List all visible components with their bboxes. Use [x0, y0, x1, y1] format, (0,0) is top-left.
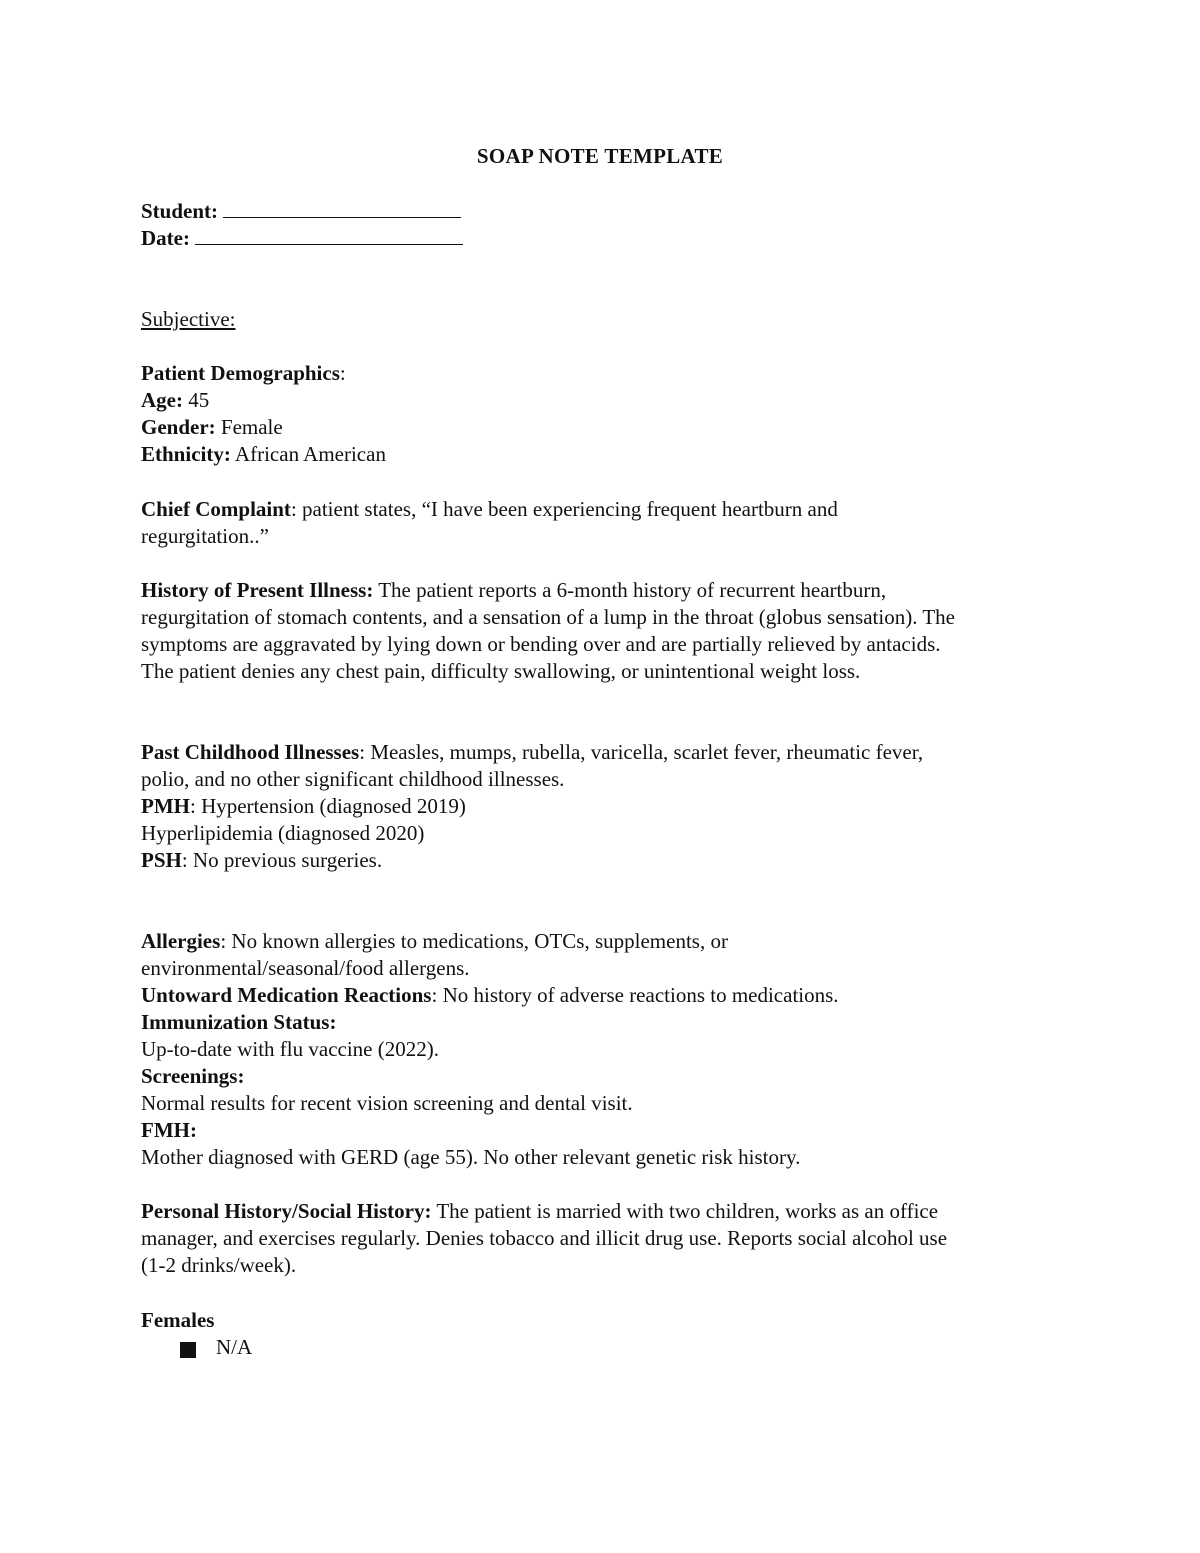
student-blank: [223, 197, 461, 218]
hpi-text-1: The patient reports a 6-month history of recurrent heartburn,: [373, 578, 887, 602]
date-line: [141, 224, 463, 252]
screenings-value: Normal results for recent vision screening and dental visit.: [141, 1091, 633, 1115]
immunization-value: Up-to-date with flu vaccine (2022).: [141, 1037, 439, 1061]
untoward-line: [141, 982, 839, 1009]
subjective-heading: Subjective:: [141, 307, 236, 331]
chief-complaint-text-1: : patient states, “I have been experiencing frequent heartburn and: [290, 497, 838, 521]
gender-line: [141, 414, 283, 441]
demographics-heading-line: [141, 360, 346, 387]
social-line-2: manager, and exercises regularly. Denies tobacco and illicit drug use. Reports social alcohol use: [141, 1226, 948, 1250]
chief-complaint-line-1: [141, 496, 838, 523]
hpi-line-3: symptoms are aggravated by lying down or bending over and are partially relieved by antacids.: [141, 632, 941, 656]
ethnicity-label: Ethnicity:: [141, 442, 231, 466]
date-label: Date:: [141, 226, 190, 250]
hpi-label: History of Present Illness:: [141, 578, 374, 602]
allergies-line-2: environmental/seasonal/food allergens.: [141, 956, 470, 980]
ethnicity-line: [141, 441, 386, 468]
pmh-line-2: Hyperlipidemia (diagnosed 2020): [141, 821, 425, 845]
immunization-heading: [141, 1009, 336, 1036]
untoward-label: Untoward Medication Reactions: [141, 983, 432, 1007]
screenings-heading: [141, 1063, 244, 1090]
pmh-line-1: [141, 793, 466, 820]
childhood-label: Past Childhood Illnesses: [141, 740, 360, 764]
social-label: Personal History/Social History:: [141, 1199, 432, 1223]
chief-complaint-line-2: regurgitation..”: [141, 524, 269, 548]
psh-line: [141, 847, 382, 874]
females-heading: [141, 1307, 214, 1334]
allergies-label: Allergies: [141, 929, 221, 953]
demographics-heading: Patient Demographics: [141, 361, 340, 385]
psh-label: PSH: [141, 848, 182, 872]
psh-value: : No previous surgeries.: [181, 848, 383, 872]
untoward-value: : No history of adverse reactions to medications.: [431, 983, 839, 1007]
childhood-line-2: polio, and no other significant childhood illnesses.: [141, 767, 565, 791]
gender-label: Gender:: [141, 415, 216, 439]
ethnicity-value: African American: [230, 442, 386, 466]
square-bullet-icon: [180, 1342, 196, 1358]
chief-complaint-label: Chief Complaint: [141, 497, 291, 521]
childhood-line-1: [141, 739, 923, 766]
gender-value: Female: [215, 415, 283, 439]
age-value: 45: [182, 388, 210, 412]
childhood-text-1: : Measles, mumps, rubella, varicella, scarlet fever, rheumatic fever,: [359, 740, 924, 764]
date-blank: [195, 224, 463, 245]
fmh-label: FMH:: [141, 1118, 197, 1142]
document-title: SOAP NOTE TEMPLATE: [476, 144, 724, 168]
fmh-heading: [141, 1117, 197, 1144]
screenings-label: Screenings:: [141, 1064, 245, 1088]
age-line: [141, 387, 209, 414]
fmh-value: Mother diagnosed with GERD (age 55). No other relevant genetic risk history.: [141, 1145, 801, 1169]
hpi-line-4: The patient denies any chest pain, difficulty swallowing, or unintentional weight loss.: [141, 659, 861, 683]
social-line-1: [141, 1198, 938, 1225]
social-text-1: The patient is married with two children, works as an office: [431, 1199, 939, 1223]
pmh-text-1: : Hypertension (diagnosed 2019): [189, 794, 466, 818]
hpi-line-2: regurgitation of stomach contents, and a sensation of a lump in the throat (globus sensation). The: [141, 605, 955, 629]
demographics-heading-colon: :: [339, 361, 346, 385]
allergies-line-1: [141, 928, 728, 955]
hpi-line-1: [141, 577, 886, 604]
allergies-text-1: : No known allergies to medications, OTCs, supplements, or: [220, 929, 728, 953]
student-line: [141, 197, 461, 225]
pmh-label: PMH: [141, 794, 190, 818]
student-label: Student:: [141, 199, 219, 223]
age-label: Age:: [141, 388, 183, 412]
social-line-3: (1-2 drinks/week).: [141, 1253, 297, 1277]
females-item: N/A: [216, 1335, 253, 1359]
immunization-label: Immunization Status:: [141, 1010, 337, 1034]
females-label: Females: [141, 1308, 215, 1332]
